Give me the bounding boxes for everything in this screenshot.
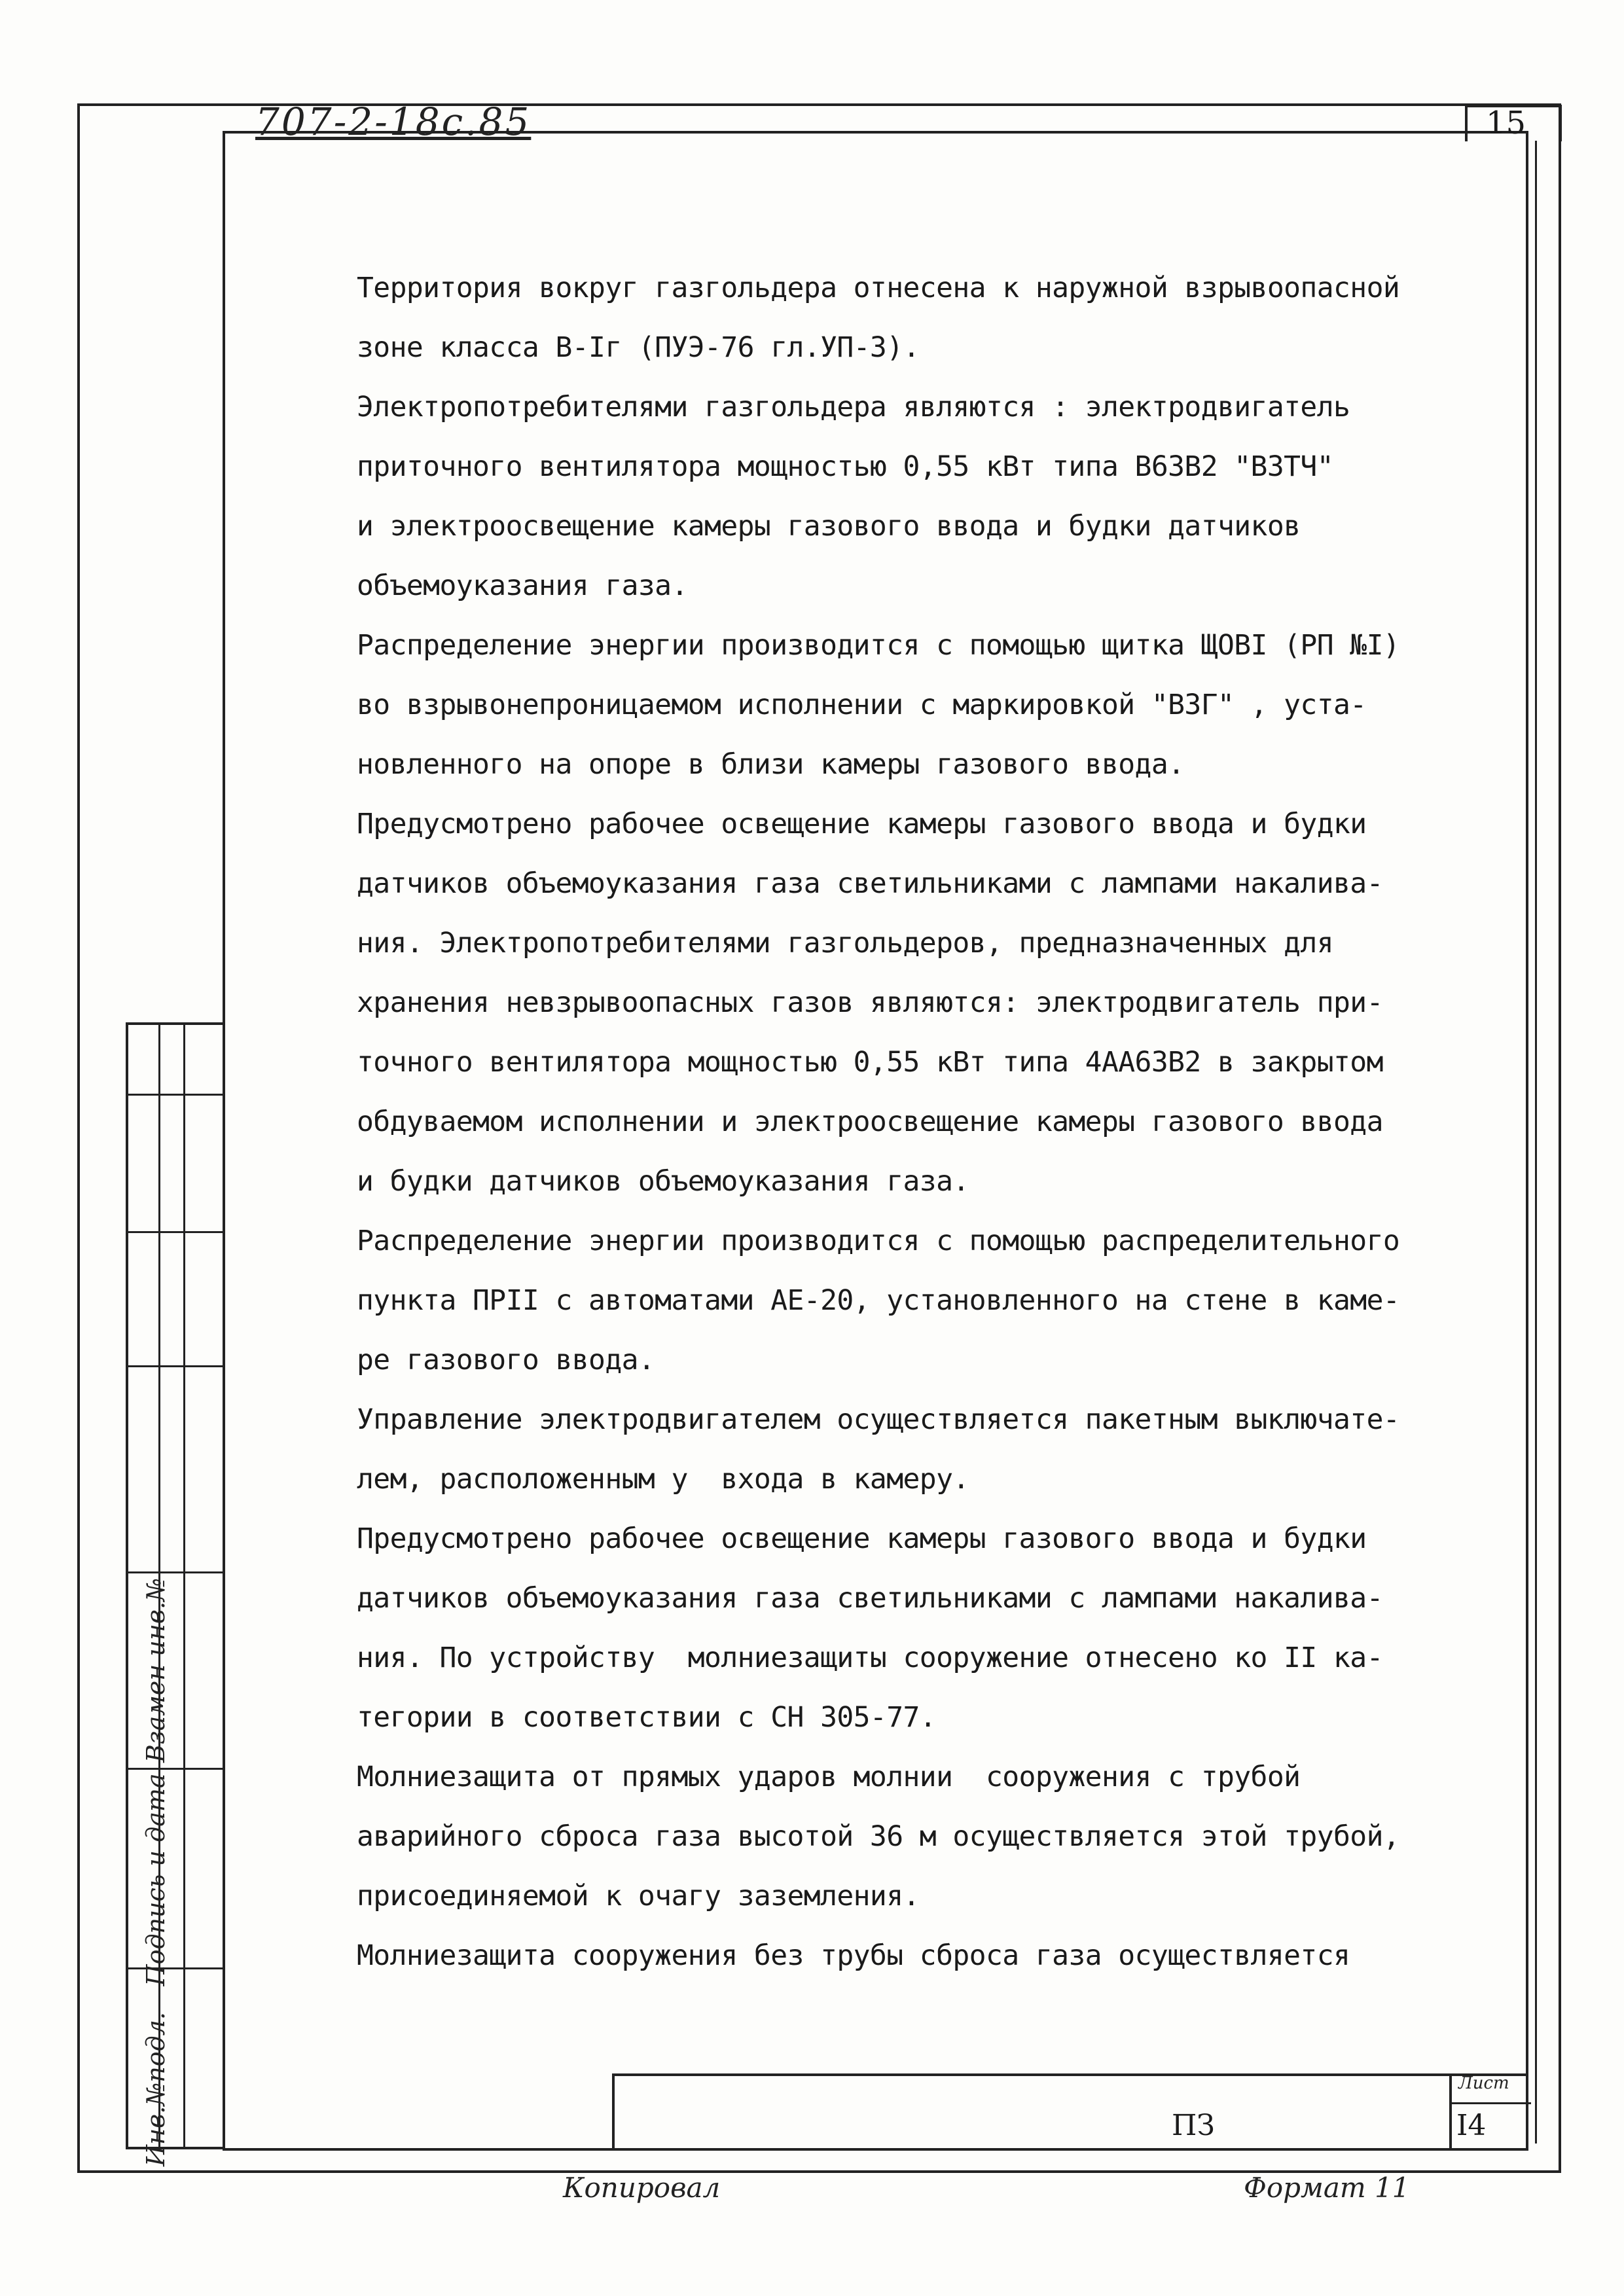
text-line: приточного вентилятора мощностью 0,55 кВт типа В63В2 "ВЗТЧ": [357, 450, 1334, 483]
text-line: Предусмотрено рабочее освещение камеры газового ввода и будки: [357, 1522, 1367, 1555]
text-line: пункта ПРII с автоматами АЕ-20, установленного на стене в каме-: [357, 1284, 1400, 1317]
outer-frame-right: [1559, 103, 1561, 2173]
text-line: зоне класса В-Iг (ПУЭ-76 гл.УП-3).: [357, 331, 920, 364]
text-line: тегории в соответствии с СН 305-77.: [357, 1701, 937, 1734]
text-line: датчиков объемоуказания газа светильниками с лампами накалива-: [357, 1582, 1383, 1615]
sheet-number: I4: [1456, 2109, 1487, 2142]
text-line: и будки датчиков объемоуказания газа.: [357, 1165, 969, 1198]
page-number: 15: [1486, 105, 1526, 141]
stamp-label-original-inv: Инв.№подл.: [141, 2011, 170, 2167]
text-line: Электропотребителями газгольдера являются : электродвигатель: [357, 391, 1350, 423]
text-line: во взрывонепроницаемом исполнении с маркировкой "ВЗГ" , уста-: [357, 689, 1367, 721]
text-line: и электроосвещение камеры газового ввода и будки датчиков: [357, 510, 1301, 543]
text-line: Распределение энергии производится с помощью щитка ЩОВI (РП №I): [357, 629, 1400, 662]
text-line: объемоуказания газа.: [357, 569, 688, 602]
text-line: новленного на опоре в близи камеры газового ввода.: [357, 748, 1185, 781]
text-line: Предусмотрено рабочее освещение камеры газового ввода и будки: [357, 808, 1367, 840]
text-line: ре газового ввода.: [357, 1344, 655, 1376]
text-line: датчиков объемоуказания газа светильниками с лампами накалива-: [357, 867, 1383, 900]
document-type: ПЗ: [1172, 2109, 1215, 2142]
text-line: Управление электродвигателем осуществляется пакетным выключате-: [357, 1403, 1400, 1436]
text-line: Территория вокруг газгольдера отнесена к наружной взрывоопасной: [357, 272, 1400, 304]
text-line: Распределение энергии производится с помощью распределительного: [357, 1225, 1400, 1257]
sheet-label: Лист: [1458, 2073, 1509, 2093]
side-stamp-table: [126, 1022, 225, 2149]
stamp-label-replacement-inv: Взамен инв.№: [141, 1577, 170, 1763]
copied-by-caption: Копировал: [563, 2172, 721, 2204]
text-line: хранения невзрывоопасных газов являются: электродвигатель при-: [357, 986, 1383, 1019]
outer-frame-left: [77, 103, 80, 2173]
text-line: аварийного сброса газа высотой 36 м осуществляется этой трубой,: [357, 1820, 1400, 1853]
text-line: точного вентилятора мощностью 0,55 кВт типа 4АА63В2 в закрытом: [357, 1046, 1383, 1079]
text-line: Молниезащита от прямых ударов молнии сооружения с трубой: [357, 1761, 1301, 1793]
text-line: лем, расположенным у входа в камеру.: [357, 1463, 969, 1496]
double-frame-right: [1535, 141, 1537, 2144]
text-line: Молниезащита сооружения без трубы сброса газа осуществляется: [357, 1939, 1350, 1972]
text-line: ния. Электропотребителями газгольдеров, предназначенных для: [357, 927, 1334, 960]
text-line: обдуваемом исполнении и электроосвещение камеры газового ввода: [357, 1105, 1383, 1138]
explanatory-note-body: [357, 259, 1528, 1986]
text-line: ния. По устройству молниезащиты сооружение отнесено ко II ка-: [357, 1641, 1383, 1674]
title-block: [612, 2073, 1528, 2151]
format-caption: Формат 11: [1244, 2172, 1410, 2204]
document-code: 707-2-18с.85: [255, 99, 532, 144]
text-line: присоединяемой к очагу заземления.: [357, 1880, 920, 1912]
stamp-label-signature-date: Подпись и дата: [141, 1773, 170, 1986]
